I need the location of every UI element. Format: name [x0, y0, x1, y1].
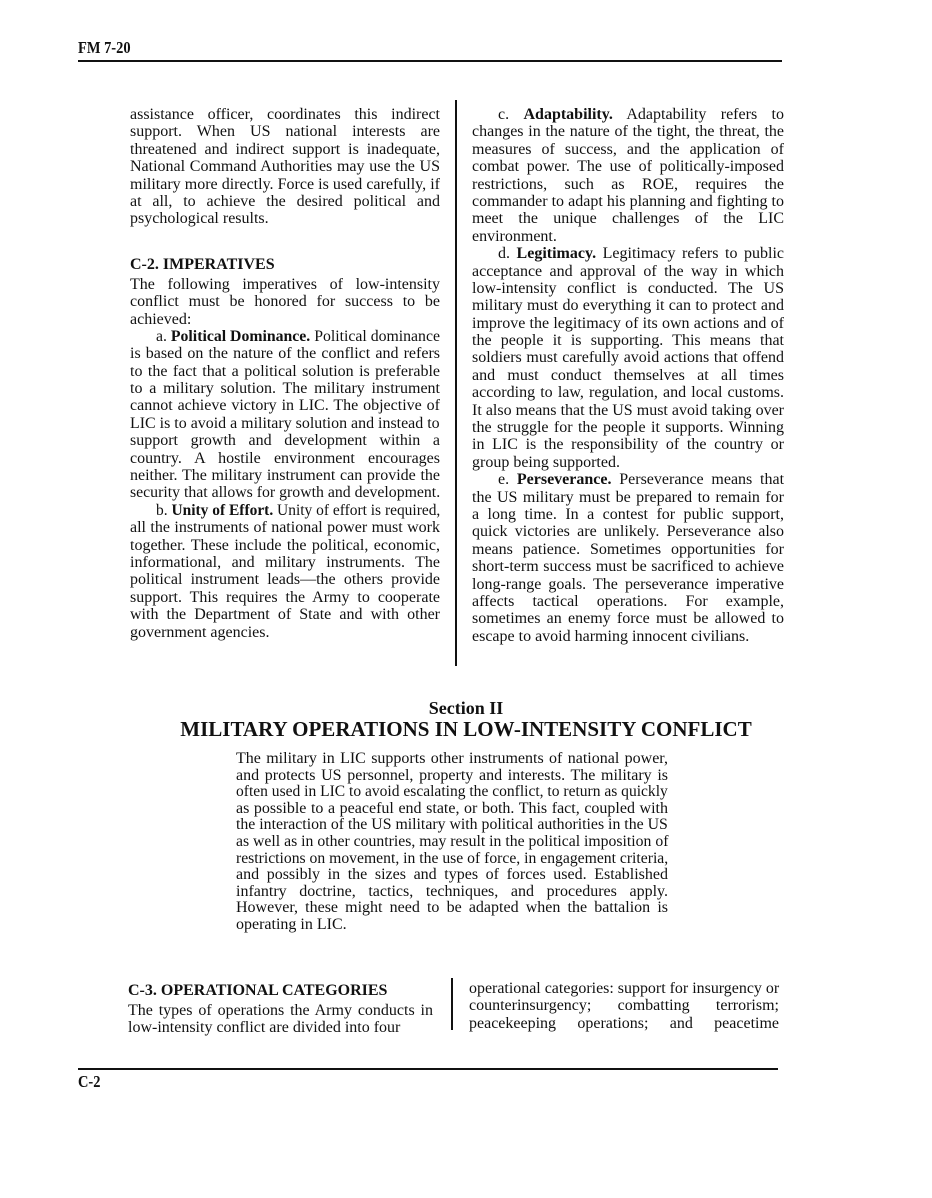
line-text: short-term success must be sacrificed to achieve	[472, 558, 784, 576]
item-title: Perseverance.	[516, 471, 612, 489]
line-text: cannot achieve victory in LIC. The objective of	[130, 397, 440, 415]
paragraph-lead	[472, 245, 784, 262]
line-text: low-intensity conflict is conducted. The US	[472, 279, 784, 297]
column-divider-bottom	[451, 978, 453, 1030]
item-title: Unity of Effort.	[171, 501, 274, 519]
text-line	[236, 884, 668, 901]
text-line	[130, 606, 440, 623]
line-text: often used in LIC to avoid escalating the conflict, to return as quickly	[236, 783, 668, 801]
text-line	[130, 571, 440, 588]
paragraph-lead	[130, 502, 440, 519]
line-text: in LIC is the responsibility of the country or	[472, 436, 784, 454]
text-line	[472, 402, 784, 419]
text-line	[130, 519, 440, 536]
line-text: political instrument leads—the others provide	[130, 571, 440, 589]
text-line	[472, 193, 784, 210]
line-text: acceptance and approval of the way in which	[472, 262, 784, 280]
text-line	[469, 980, 779, 997]
text-line	[130, 141, 440, 158]
text-line	[469, 997, 779, 1014]
line-text: group being supported.	[472, 453, 620, 471]
item-label: e.	[498, 471, 510, 489]
line-text: and protects US personnel, property and interests. The military is	[236, 766, 668, 784]
column-divider	[455, 100, 457, 666]
text-line	[472, 436, 784, 453]
text-line	[472, 176, 784, 193]
section-title: MILITARY OPERATIONS IN LOW-INTENSITY CONFLICT	[180, 717, 752, 741]
line-text: means patience. Sometimes opportunities for	[472, 540, 784, 558]
line-text: with the Department of State and with other	[130, 606, 440, 624]
footer-rule	[78, 1068, 778, 1070]
text-line	[472, 315, 784, 332]
text-line	[130, 293, 440, 310]
line-text: Unity of effort is required,	[277, 501, 441, 519]
header-title: FM 7-20	[78, 38, 131, 57]
line-text: peacekeeping operations; and peacetime	[469, 1014, 779, 1032]
line-text: informational, and military instruments. The	[130, 553, 440, 571]
line-text: the interaction of the US military with political authorities in the US	[236, 816, 668, 834]
text-line	[472, 523, 784, 540]
line-text: support. This requires the Army to cooperate	[130, 588, 440, 606]
text-line	[472, 541, 784, 558]
line-text: restrictions on movement, in the use of force, in engagement criteria,	[236, 849, 669, 867]
text-line	[472, 489, 784, 506]
line-text: sometimes an enemy force must be allowed to	[472, 610, 784, 628]
text-line	[130, 176, 440, 193]
text-line	[472, 263, 784, 280]
text-line	[472, 123, 784, 140]
line-text: is based on the nature of the conflict and refers	[130, 345, 440, 363]
text-line	[472, 210, 784, 227]
item-title: Political Dominance.	[170, 327, 311, 345]
text-line	[236, 801, 668, 818]
text-line	[130, 450, 440, 467]
text-line	[130, 484, 440, 501]
text-line	[130, 311, 440, 328]
line-text: neither. The military instrument can provide the	[130, 467, 440, 485]
text-line	[130, 537, 440, 554]
line-text: together. These include the political, economic,	[130, 536, 440, 554]
line-text: LIC is to avoid a military solution and instead to	[130, 414, 440, 432]
text-line	[128, 1002, 433, 1019]
line-text: long-range goals. The perseverance imperative	[472, 575, 784, 593]
text-line	[236, 751, 668, 768]
line-text: operating in LIC.	[236, 915, 347, 933]
line-text: support. When US national interests are	[130, 123, 440, 141]
text-line	[130, 415, 440, 432]
line-text: Adaptability refers to	[626, 106, 784, 123]
text-line	[472, 349, 784, 366]
line-text: restrictions, such as ROE, requires the	[472, 175, 784, 193]
paragraph-lead	[472, 106, 784, 123]
text-line	[236, 900, 668, 917]
text-line	[236, 784, 668, 801]
line-text: a long time. In a contest for public support,	[472, 505, 784, 523]
line-text: infantry doctrine, tactics, techniques, and procedures apply.	[236, 882, 668, 900]
text-line	[128, 1019, 433, 1036]
text-line	[236, 917, 668, 934]
paragraph-lead	[130, 328, 440, 345]
line-text: soldiers must carefully avoid actions that offend	[472, 349, 784, 367]
left-column	[130, 106, 440, 641]
line-text: threatened and indirect support is inadequate,	[130, 140, 440, 158]
text-line	[472, 576, 784, 593]
page-number: C-2	[78, 1072, 101, 1091]
text-line	[472, 610, 784, 627]
section-intro	[236, 751, 668, 934]
text-line	[469, 1015, 779, 1032]
item-label: a.	[156, 327, 167, 345]
subsection-heading: C-3. OPERATIONAL CATEGORIES	[128, 982, 388, 999]
line-text: conflict must be honored for success to be	[130, 293, 440, 311]
text-line	[130, 467, 440, 484]
item-label: d.	[498, 245, 510, 263]
line-text: assistance officer, coordinates this indirect	[130, 106, 440, 123]
text-line	[472, 506, 784, 523]
text-line	[236, 817, 668, 834]
line-text: measures of success, and the application of	[472, 140, 784, 158]
text-line	[472, 332, 784, 349]
text-line	[236, 834, 668, 851]
line-text: The types of operations the Army conducts in	[128, 1002, 433, 1019]
line-text: escape to avoid harming innocent civilians.	[472, 627, 750, 645]
text-line	[130, 210, 440, 227]
text-line	[236, 851, 668, 868]
line-text: affects tactical operations. For example,	[472, 592, 784, 610]
line-text: changes in the nature of the tight, the threat, the	[472, 123, 784, 141]
text-line	[472, 228, 784, 245]
line-text: quick victories are unlikely. Perseverance also	[472, 523, 784, 541]
line-text: The military in LIC supports other instruments of national power,	[236, 750, 668, 767]
line-text: the US military must be prepared to remain for	[472, 488, 784, 506]
item-title: Legitimacy.	[516, 245, 597, 263]
text-line	[472, 454, 784, 471]
c3-right	[469, 980, 779, 1032]
text-line	[472, 384, 784, 401]
text-line	[472, 419, 784, 436]
line-text: National Command Authorities may use the US	[130, 158, 440, 176]
line-text: Perseverance means that	[619, 471, 785, 489]
item-label: b.	[156, 501, 168, 519]
text-line	[130, 624, 440, 641]
text-line	[472, 593, 784, 610]
line-text: combat power. The use of politically-imposed	[472, 158, 784, 176]
text-line	[130, 554, 440, 571]
text-line	[472, 141, 784, 158]
line-text: However, these might need to be adapted when the battalion is	[236, 899, 668, 917]
c3-left	[128, 980, 433, 1037]
line-text: and must conduct themselves at all times	[472, 366, 784, 384]
line-text: operational categories: support for insurgency or	[469, 980, 780, 997]
text-line	[236, 768, 668, 785]
line-text: all the instruments of national power must work	[130, 519, 440, 537]
line-text: as possible to a peaceful end state, or both. This fact, coupled with	[236, 799, 668, 817]
section-number: Section II	[428, 698, 504, 718]
subsection-heading: C-2. IMPERATIVES	[130, 255, 275, 273]
line-text: commander to adapt his planning and fighting to	[472, 192, 784, 210]
text-line	[130, 589, 440, 606]
line-text: and possibly in the sizes and types of forces used. Established	[236, 866, 668, 884]
line-text: to the fact that a political solution is preferable	[130, 362, 440, 380]
line-text: military more directly. Force is used carefully, if	[130, 175, 440, 193]
text-line	[472, 558, 784, 575]
text-line	[472, 158, 784, 175]
line-text: as well as in other countries, may result in the political imposition of	[236, 832, 669, 850]
line-text: The following imperatives of low-intensity	[130, 275, 440, 293]
right-column	[472, 106, 784, 645]
line-text: security that allows for growth and development.	[130, 484, 441, 502]
line-text: the struggle for the people it supports. Winning	[472, 419, 784, 437]
text-line	[130, 345, 440, 362]
line-text: counterinsurgency; combatting terrorism;	[469, 997, 779, 1015]
text-line	[130, 276, 440, 293]
line-text: to a military solution. The military instrument	[130, 380, 440, 398]
text-line	[130, 106, 440, 123]
item-title: Adaptability.	[523, 106, 613, 123]
line-text: low-intensity conflict are divided into four	[128, 1019, 401, 1037]
header-rule	[78, 60, 782, 62]
line-text: improve the legitimacy of its own actions and of	[472, 314, 784, 332]
text-line	[472, 280, 784, 297]
text-line	[130, 158, 440, 175]
item-label: c.	[498, 106, 510, 123]
line-text: support growth and development within a	[130, 432, 440, 450]
line-text: meet the unique challenges of the LIC	[472, 210, 784, 228]
text-line	[130, 193, 440, 210]
line-text: Legitimacy refers to public	[602, 245, 784, 263]
text-line	[472, 628, 784, 645]
line-text: achieved:	[130, 310, 192, 328]
text-line	[130, 123, 440, 140]
line-text: It also means that the US must avoid taking over	[472, 401, 784, 419]
paragraph-lead	[472, 471, 784, 488]
text-line	[236, 867, 668, 884]
text-line	[130, 397, 440, 414]
line-text: country. A hostile environment encourages	[130, 449, 440, 467]
line-text: according to law, regulation, and local customs.	[472, 384, 784, 402]
text-line	[130, 432, 440, 449]
line-text: military must do everything it can to protect and	[472, 297, 784, 315]
line-text: environment.	[472, 227, 557, 245]
text-line	[130, 363, 440, 380]
line-text: at all, to achieve the desired political and	[130, 192, 440, 210]
line-text: government agencies.	[130, 623, 270, 641]
line-text: Political dominance	[314, 327, 440, 345]
line-text: the people it is supporting. This means that	[472, 332, 784, 350]
text-line	[472, 367, 784, 384]
text-line	[472, 297, 784, 314]
line-text: psychological results.	[130, 210, 269, 228]
text-line	[130, 380, 440, 397]
